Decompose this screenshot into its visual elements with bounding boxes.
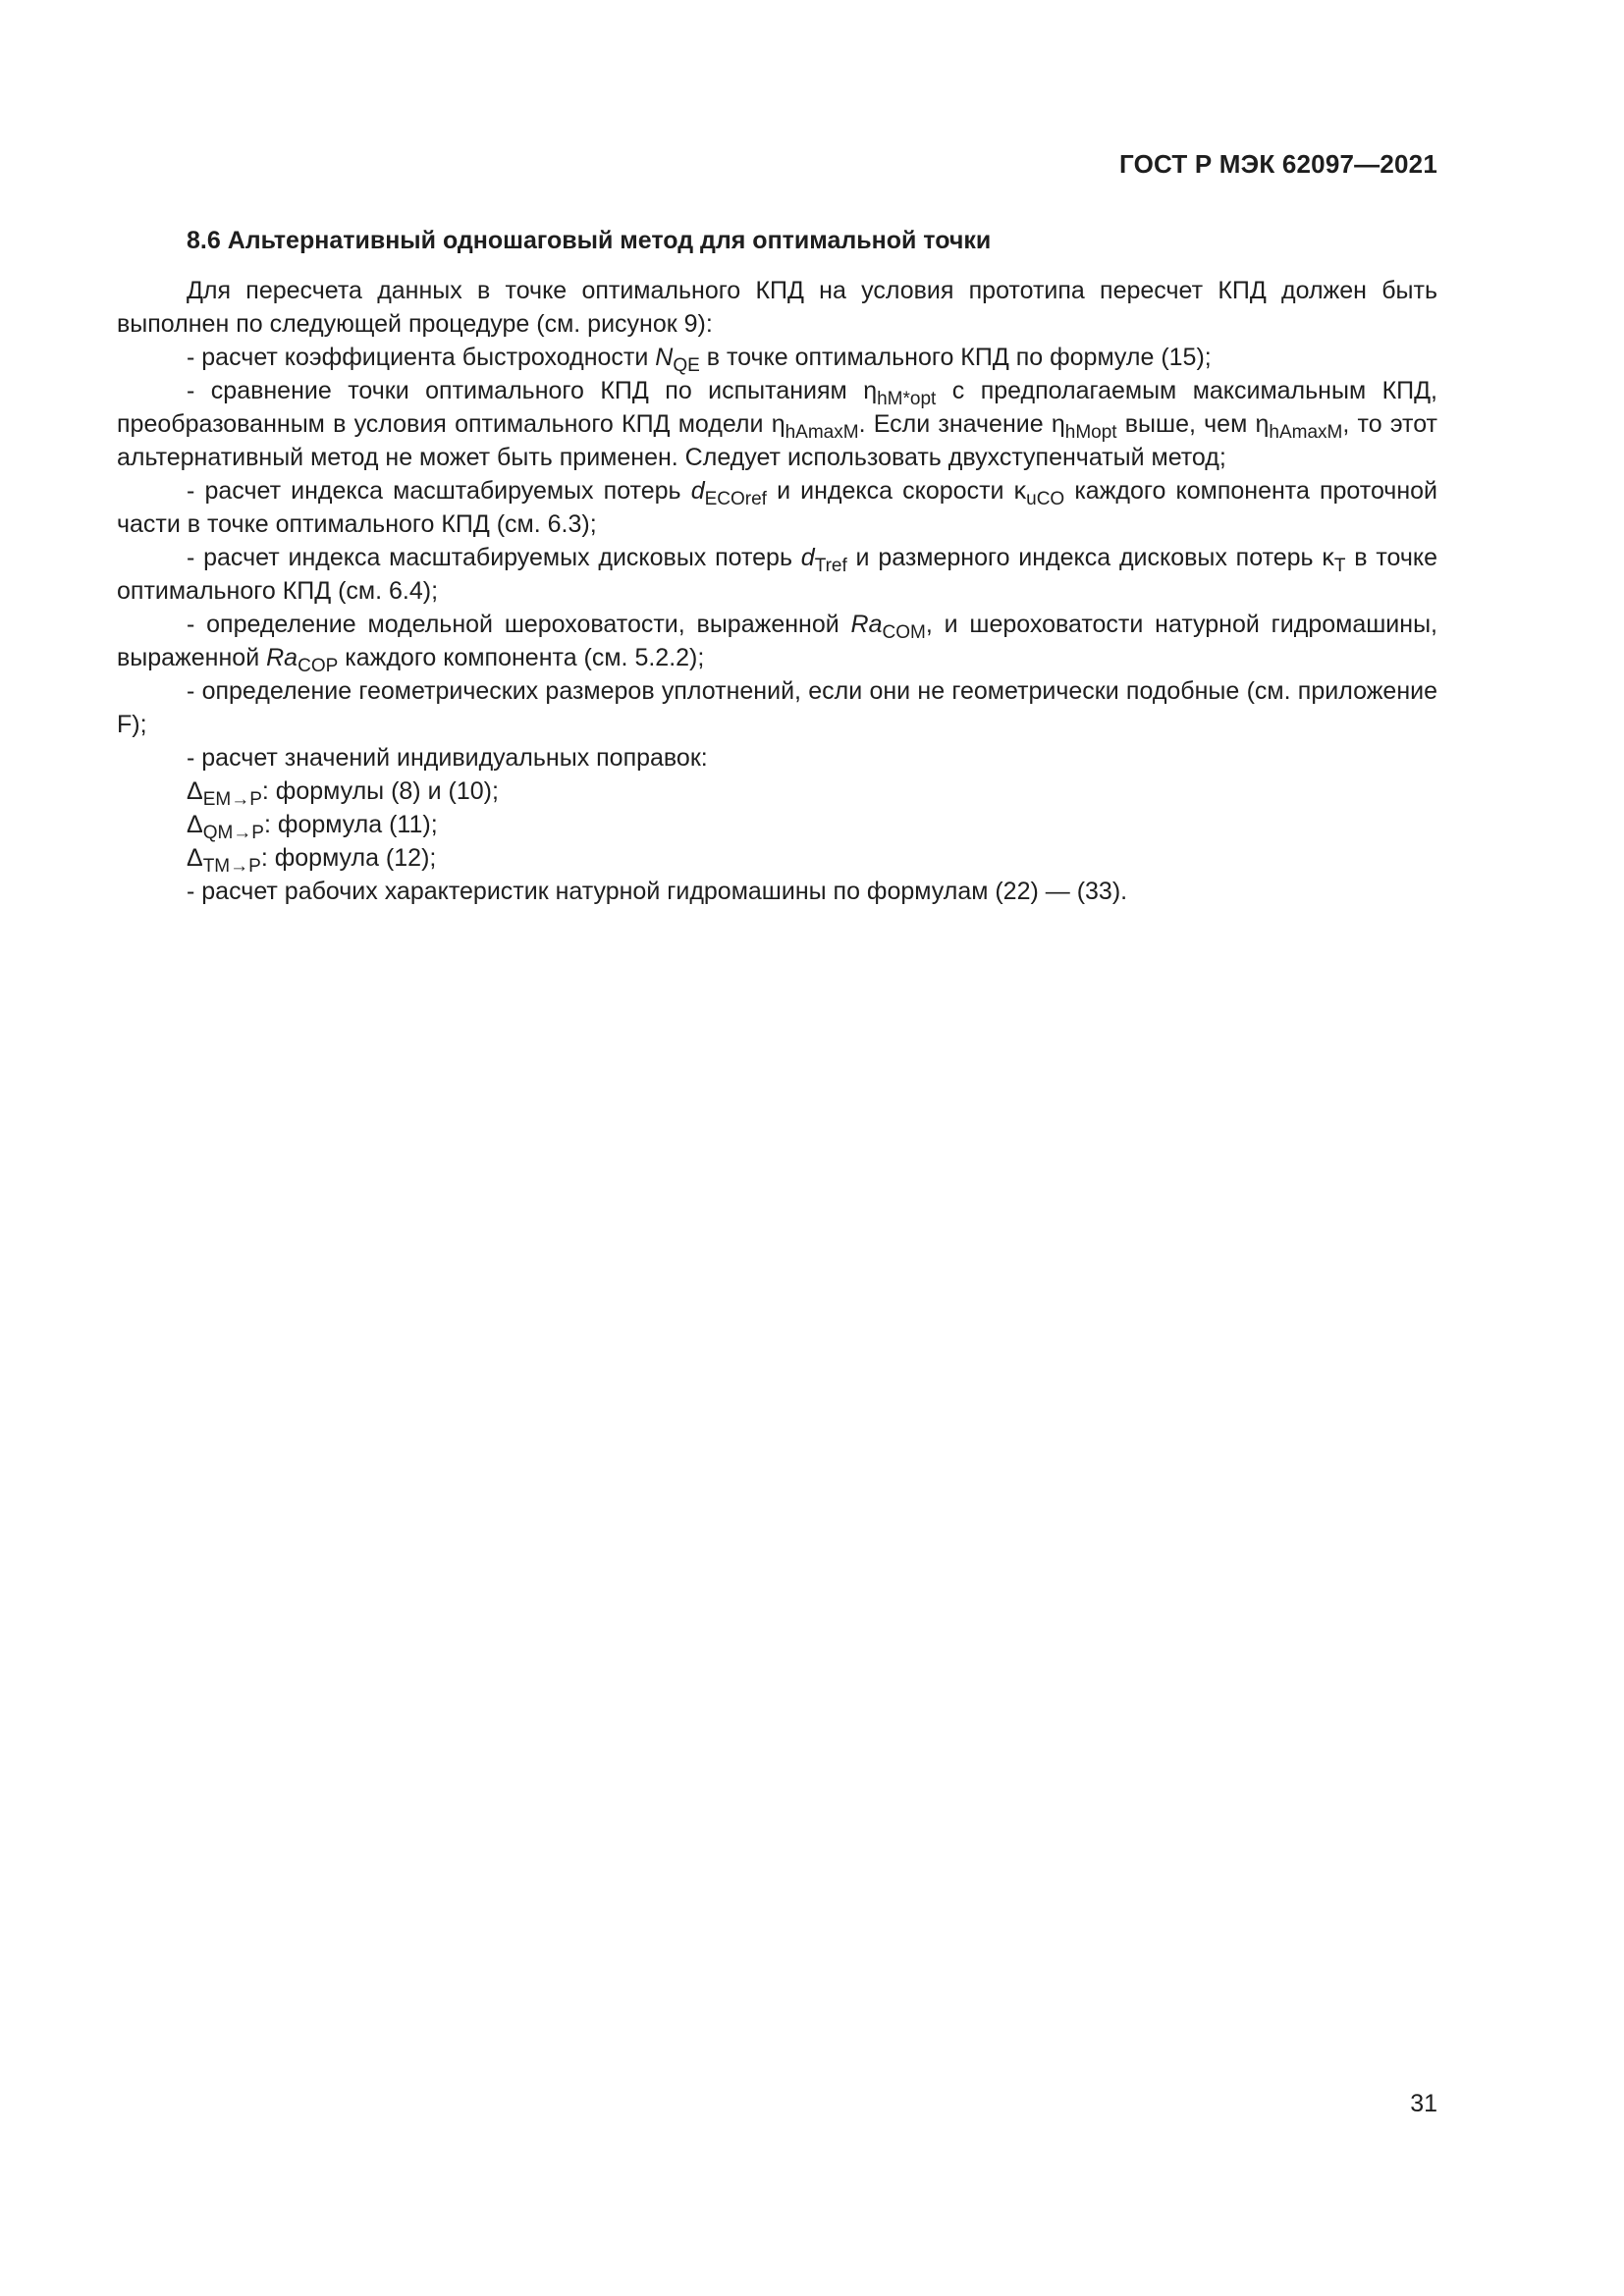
paragraph-step-seals: - определение геометрических размеров уплотнений, если они не геометрически подобные (см. приложение F); [117, 677, 1437, 738]
paragraph-step-speed-factor: - расчет коэффициента быстроходности $N_{QE}$ в точке оптимального КПД по формуле (15); [187, 344, 1212, 376]
paragraph-step-corrections: - расчет значений индивидуальных поправок: [187, 744, 708, 772]
correction-torque: $\Delta_{TM\to P}$: формула (12); [187, 844, 437, 877]
page-number: 31 [1410, 2090, 1437, 2117]
paragraph-step-disk-losses: - расчет индекса масштабируемых дисковых потерь $d_{Tref}$ и размерного индекса дисковых потерь $\kappa_T$ в точке оптимального КПД (см. 6.4); [117, 544, 1438, 605]
correction-discharge: $\Delta_{QM\to P}$: формула (11); [187, 811, 438, 843]
paragraph-step-roughness: - определение модельной шероховатости, выраженной $Ra_{COM}$, и шероховатости натурной гидромашины, выраженной $Ra_{COP}$ каждого компонента (см. 5.2.2); [117, 611, 1437, 676]
section-title: 8.6 Альтернативный одношаговый метод для оптимальной точки [187, 227, 992, 254]
paragraph-step-efficiency-compare: - сравнение точки оптимального КПД по испытаниям $\eta_{hM*opt}$ с предполагаемым максимальным КПД, преобразованным в условия оптимального КПД модели $\eta_{hAmaxM}$. Если значение $\eta_{hMopt}$ выше, чем $\eta_{hAmaxM}$, то этот альтернативный метод не может быть применен. Следует использовать двухступенчатый метод; [117, 377, 1438, 471]
body-text [117, 274, 1437, 908]
paragraph-intro: Для пересчета данных в точке оптимального КПД на условия прототипа пересчет КПД должен быть выполнен по следующей процедуре (см. рисунок 9): [117, 277, 1437, 338]
document-code-header: ГОСТ Р МЭК 62097—2021 [1118, 149, 1437, 179]
paragraph-step-prototype-performance: - расчет рабочих характеристик натурной гидромашины по формулам (22) — (33). [187, 878, 1128, 905]
correction-efficiency: $\Delta_{EM\to P}$: формулы (8) и (10); [187, 777, 499, 810]
paragraph-step-scalable-losses: - расчет индекса масштабируемых потерь $d_{ECOref}$ и индекса скорости $\kappa_{uCO}$ каждого компонента проточной части в точке оптимального КПД (см. 6.3); [117, 477, 1437, 538]
